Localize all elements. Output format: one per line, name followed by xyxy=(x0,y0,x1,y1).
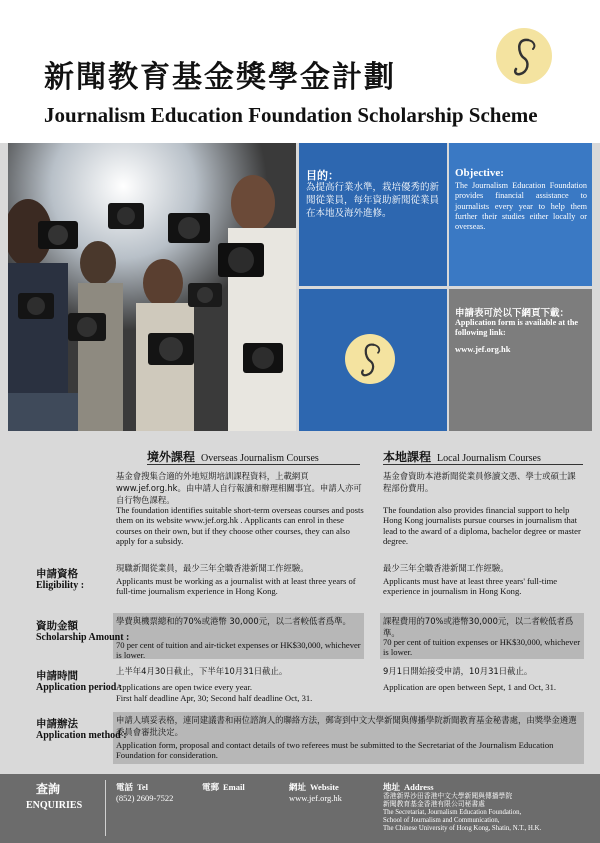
website-label-en: Website xyxy=(310,782,339,792)
email-label-zh: 電郵 xyxy=(202,783,220,793)
address-label-zh: 地址 xyxy=(383,783,401,793)
local-heading-rule xyxy=(383,464,583,465)
period-local-en: Application are open between Sept, 1 and Oct, 31. xyxy=(383,682,557,692)
footer-divider xyxy=(105,780,106,836)
period-overseas-en-1: Applications are open twice every year. xyxy=(116,682,253,692)
amount-overseas-en: 70 per cent of tuition and air-ticket expenses or HK$30,000, whichever is lower. xyxy=(116,640,361,661)
enquiries-en: ENQUIRIES xyxy=(26,800,83,811)
local-course-heading xyxy=(383,448,541,465)
period-label-en: Application period : xyxy=(36,682,123,693)
objective-en-body: The Journalism Education Foundation provides financial assistance to journalists every year to help them further their studies either locally or overseas. xyxy=(455,181,587,232)
website-label xyxy=(289,781,339,793)
website-label-zh: 網址 xyxy=(289,783,307,793)
tel-label-en: Tel xyxy=(137,782,149,792)
amount-local-zh: 課程費用的70%或港幣30,000元，以二者較低者爲準。 xyxy=(383,616,574,638)
address-zh-line-1: 香港新界沙田香港中文大學新聞與傳播學院 xyxy=(383,792,513,800)
tel-label xyxy=(116,781,148,793)
address-en-line-3: The Chinese University of Hong Kong, Shatin, N.T., H.K. xyxy=(383,825,542,832)
objective-zh-title: 目的： xyxy=(306,169,339,182)
amount-label-zh: 資助金額 xyxy=(36,620,78,632)
website-link[interactable]: www.jef.org.hk xyxy=(289,793,342,803)
tel-label-zh: 電話 xyxy=(116,783,134,793)
method-label-zh: 申請辦法 xyxy=(36,718,78,730)
local-desc-zh: 基金會資助本港新聞從業員修讀文憑、學士或碩士課程部份費用。 xyxy=(383,471,576,493)
eligibility-local-zh: 最少三年全職香港新聞工作經驗。 xyxy=(383,563,509,573)
period-label-zh: 申請時間 xyxy=(36,670,78,682)
local-heading-zh: 本地課程 xyxy=(383,450,432,464)
address-en-line-2: School of Journalism and Communication, xyxy=(383,817,500,824)
overseas-heading-zh: 境外課程 xyxy=(147,450,196,464)
jef-logo-icon xyxy=(496,28,552,84)
method-label-en: Application method : xyxy=(36,730,127,741)
overseas-heading-rule xyxy=(147,464,360,465)
page-title-zh: 新聞教育基金獎學金計劃 xyxy=(44,60,396,95)
period-local-zh: 9月1日開始接受申請，10月31日截止。 xyxy=(383,666,533,676)
objective-zh-body: 為提高行業水準，栽培優秀的新聞從業員，每年資助新聞從業員在本地及海外進修。 xyxy=(306,182,440,219)
local-heading-en: Local Journalism Courses xyxy=(437,453,541,464)
address-zh-line-2: 新聞教育基金香港有限公司秘書處 xyxy=(383,800,485,808)
eligibility-label-en: Eligibility : xyxy=(36,580,85,591)
address-en-line-1: The Secretariat, Journalism Education Foundation, xyxy=(383,809,522,816)
address-label-en: Address xyxy=(404,782,434,792)
amount-label-en: Scholarship Amount : xyxy=(36,632,130,643)
overseas-course-heading xyxy=(147,448,319,465)
enquiries-zh: 查詢 xyxy=(36,782,61,796)
eligibility-overseas-zh: 現職新聞從業員，最少三年全職香港新聞工作經驗。 xyxy=(116,563,309,573)
press-photographers-photo xyxy=(8,143,296,431)
page-title-en: Journalism Education Foundation Scholarship Scheme xyxy=(44,103,538,127)
method-zh: 申請人填妥表格，連同建議書和兩位諮詢人的聯絡方法，郵寄到中文大學新聞與傳播學院新聞教育基金秘書處，由獎學金遴選委員會審批決定。 xyxy=(116,715,577,737)
amount-local-en: 70 per cent of tuition expenses or HK$30,000, whichever is lower. xyxy=(383,637,581,658)
application-download-en: Application form is available at the following link: xyxy=(455,318,579,337)
tel-value[interactable]: (852) 2609-7522 xyxy=(116,793,174,803)
period-overseas-zh: 上半年4月30日截止，下半年10月31日截止。 xyxy=(116,666,288,676)
email-label xyxy=(202,781,245,793)
eligibility-overseas-en: Applicants must be working as a journalist with at least three years of full-time journalism experience in Hong Kong. xyxy=(116,576,356,597)
local-desc-en: The foundation also provides financial support to help Hong Kong journalists pursue courses in journalism that lead to the award of a diploma, bachelor degree or master degree. xyxy=(383,505,581,547)
overseas-desc-zh: 基金會搜集合適的外地短期培訓課程資料，上載網頁www.jef.org.hk。由申請人自行報讀和辦理相關事宜。申請人亦可自行物色課程。 xyxy=(116,471,362,505)
jef-logo-small-icon xyxy=(345,334,395,384)
overseas-heading-en: Overseas Journalism Courses xyxy=(201,453,319,464)
period-overseas-en-2: First half deadline Apr, 30; Second half deadline Oct, 31. xyxy=(116,693,313,703)
eligibility-label-zh: 申請資格 xyxy=(36,568,78,580)
method-en: Application form, proposal and contact details of two referees must be submitted to the Secretariat of the Journalism Education Foundation for consideration. xyxy=(116,740,554,761)
email-label-en: Email xyxy=(223,782,245,792)
objective-en-title: Objective: xyxy=(455,167,504,179)
eligibility-local-en: Applicants must have at least three years' full-time experience in journalism in Hong Kong. xyxy=(383,576,558,597)
amount-overseas-zh: 學費與機票總和的70%或港幣 30,000元，以二者較低者爲準。 xyxy=(116,616,351,626)
overseas-desc-en: The foundation identifies suitable short-term overseas courses and posts them on its website www.jef.org.hk . Applicants can enrol in these courses on their own, but if they choose other courses, they can also apply for a subsidy. xyxy=(116,505,364,547)
application-url-link[interactable]: www.jef.org.hk xyxy=(455,344,511,354)
application-download-zh: 申請表可於以下網頁下載： xyxy=(455,308,570,319)
